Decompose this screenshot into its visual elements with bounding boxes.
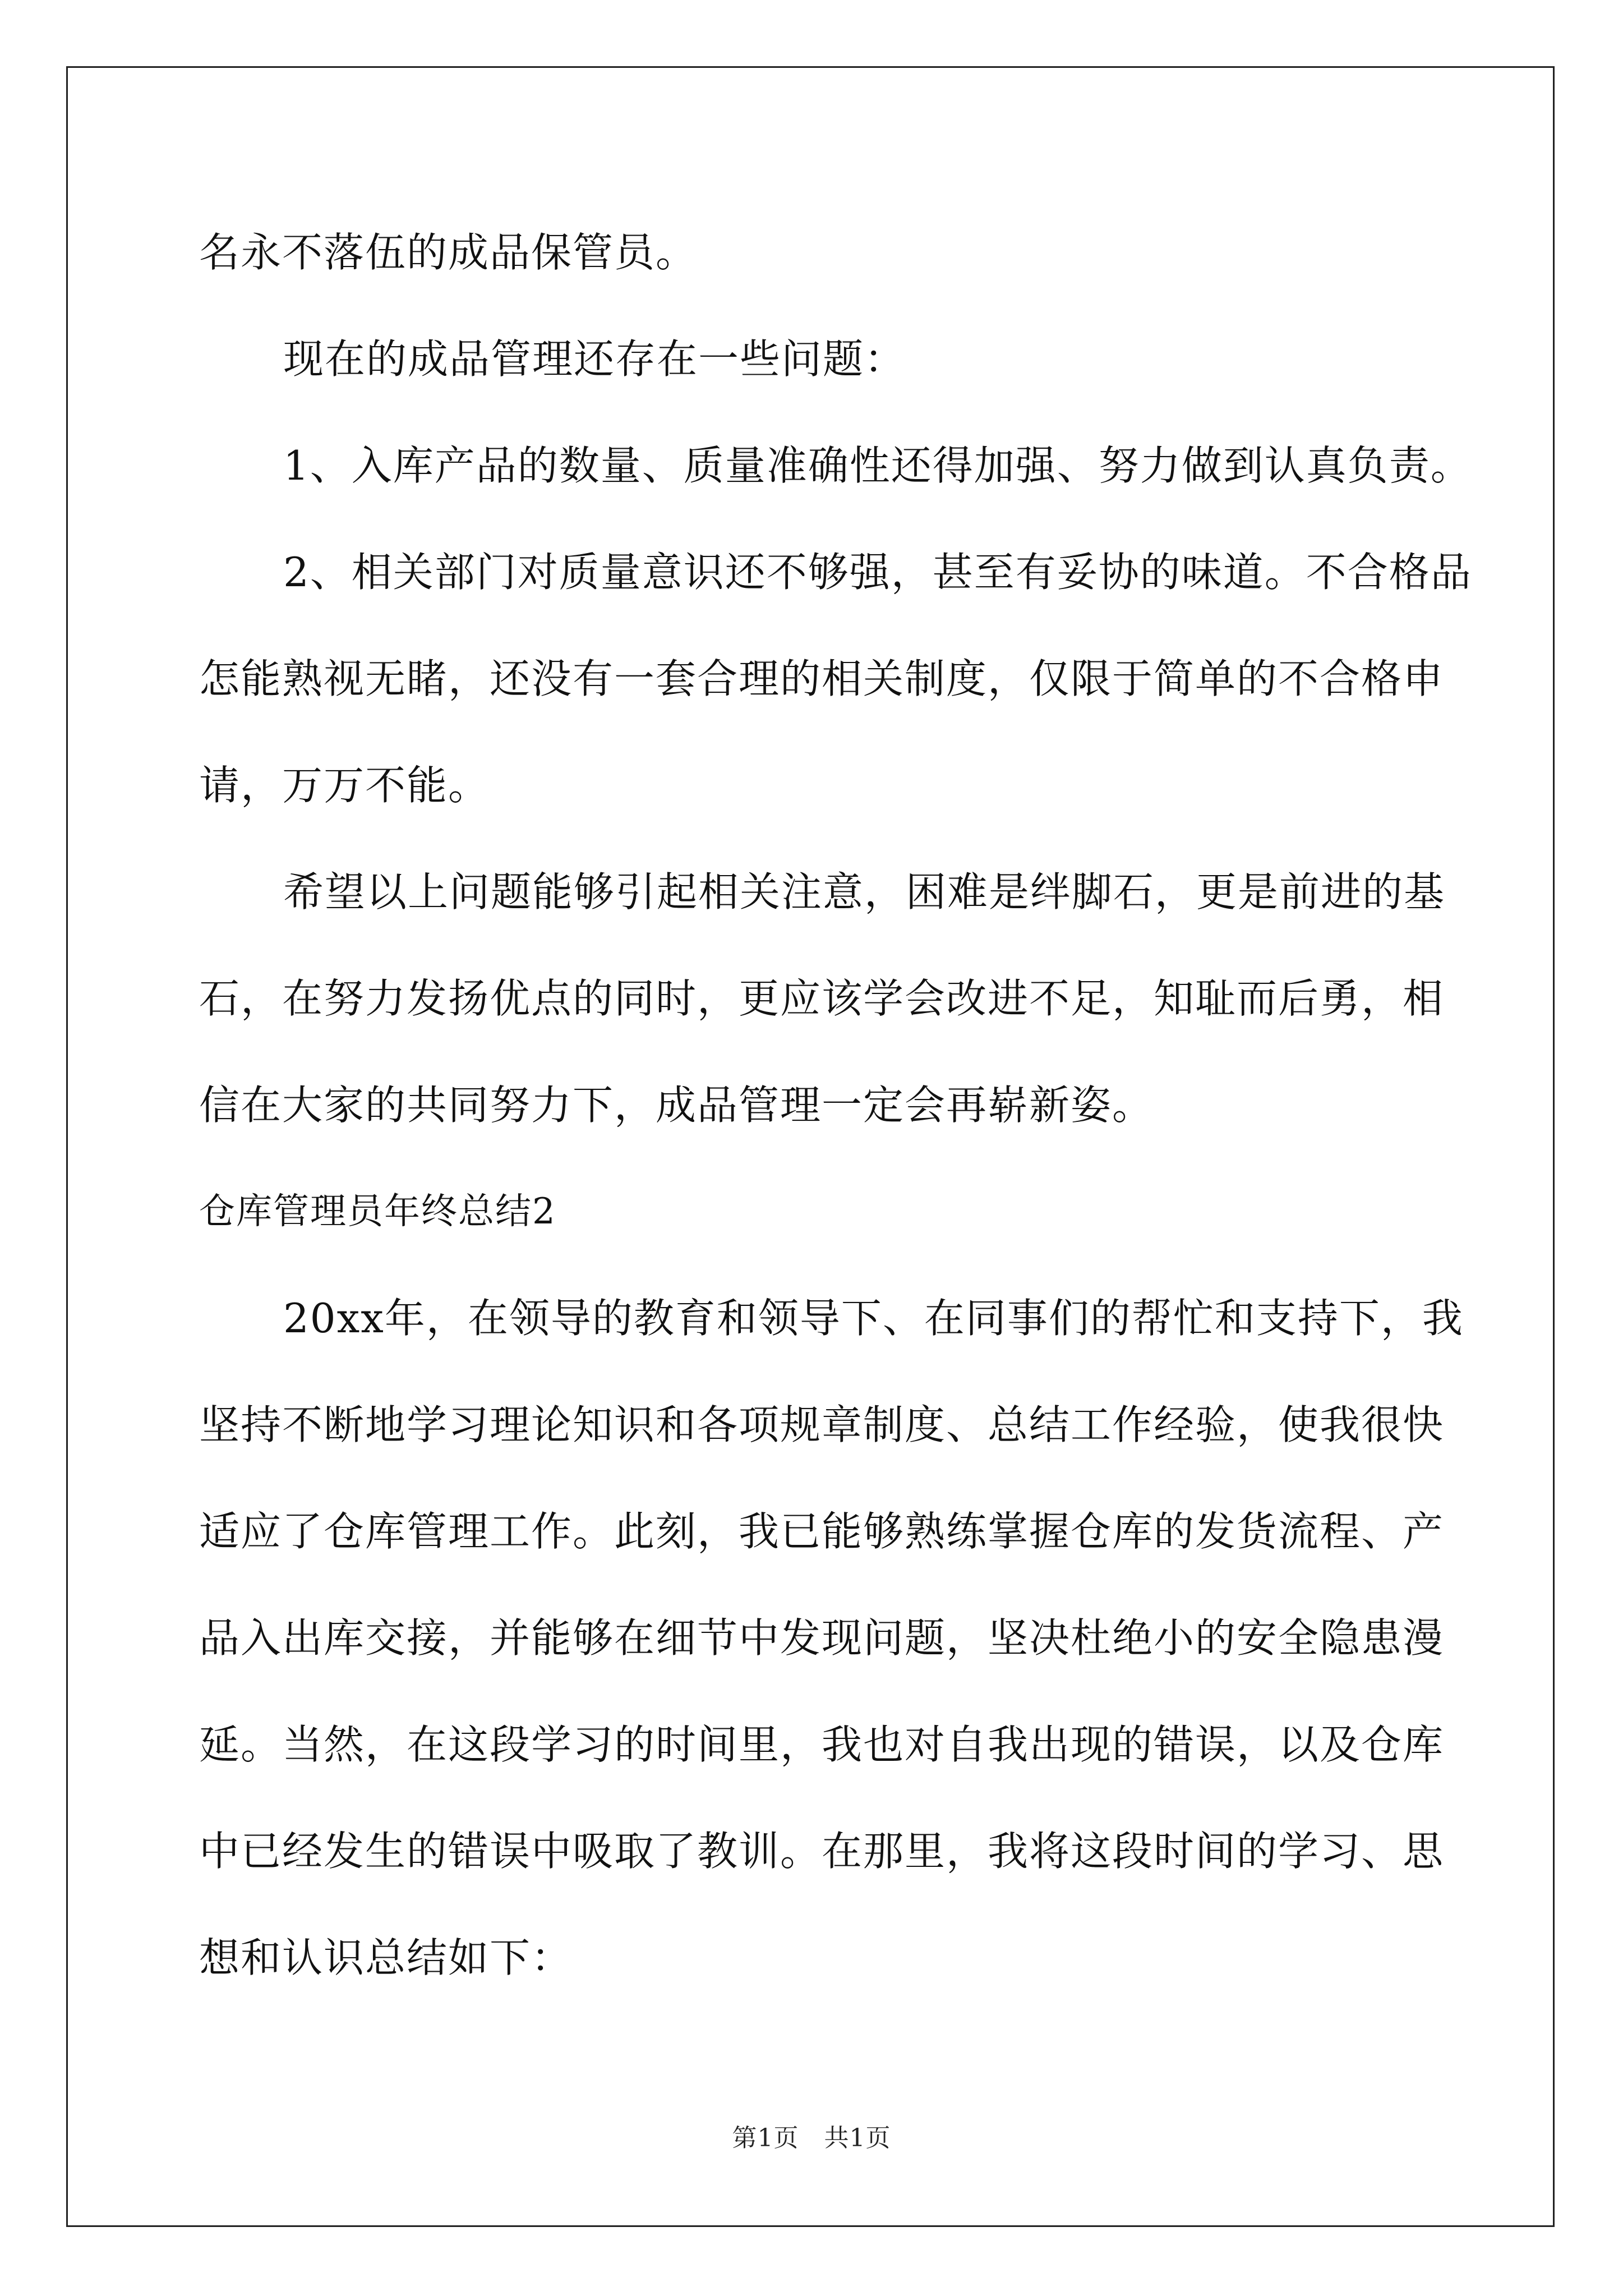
paragraph-line: 想和认识总结如下：	[199, 1934, 573, 1981]
paragraph-line: 适应了仓库管理工作。此刻，我已能够熟练掌握仓库的发货流程、产	[199, 1508, 1445, 1555]
paragraph-line: 2、相关部门对质量意识还不够强，甚至有妥协的味道。不合格品	[283, 549, 1472, 596]
paragraph-line: 信在大家的共同努力下，成品管理一定会再崭新姿。	[199, 1082, 1154, 1129]
paragraph-line: 1、入库产品的数量、质量准确性还得加强、努力做到认真负责。	[283, 442, 1472, 489]
paragraph-line: 20xx年，在领导的教育和领导下、在同事们的帮忙和支持下，我	[283, 1295, 1464, 1342]
paragraph-line: 名永不落伍的成品保管员。	[199, 229, 698, 276]
paragraph-line: 延。当然，在这段学习的时间里，我也对自我出现的错误，以及仓库	[199, 1721, 1445, 1768]
paragraph-line: 坚持不断地学习理论知识和各项规章制度、总结工作经验，使我很快	[199, 1401, 1445, 1448]
document-body	[199, 216, 1472, 2028]
paragraph-line: 请，万万不能。	[199, 762, 490, 809]
paragraph-line: 中已经发生的错误中吸取了教训。在那里，我将这段时间的学习、思	[199, 1828, 1445, 1875]
paragraph-line: 现在的成品管理还存在一些问题：	[283, 335, 906, 383]
paragraph-line: 石，在努力发扬优点的同时，更应该学会改进不足，知耻而后勇，相	[199, 975, 1445, 1022]
paragraph-line: 希望以上问题能够引起相关注意，困难是绊脚石，更是前进的基	[283, 868, 1446, 915]
section-heading: 仓库管理员年终总结2	[199, 1191, 556, 1232]
paragraph-line: 怎能熟视无睹，还没有一套合理的相关制度，仅限于简单的不合格申	[199, 655, 1445, 702]
paragraph-line: 品入出库交接，并能够在细节中发现问题，坚决杜绝小的安全隐患漫	[199, 1614, 1445, 1662]
page-footer: 第1页 共1页	[732, 2124, 891, 2152]
